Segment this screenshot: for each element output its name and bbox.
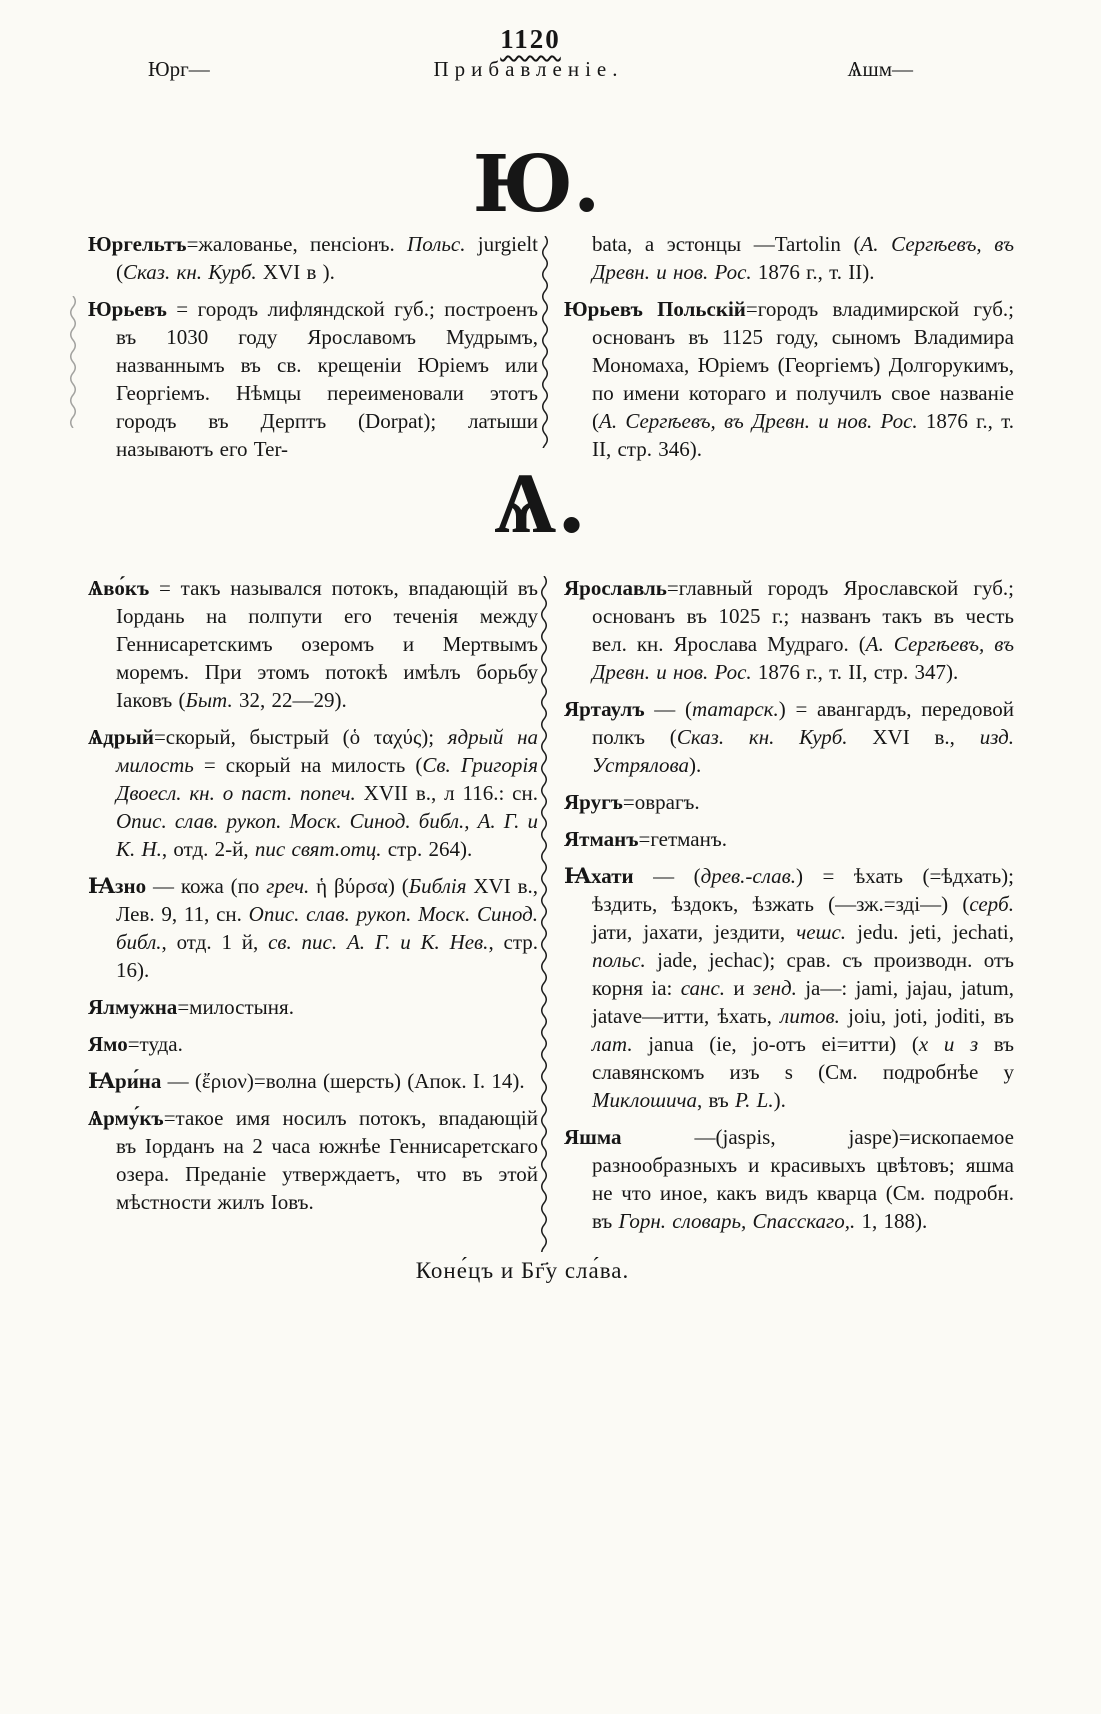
entry-text: древ.-слав. [700, 864, 797, 888]
entry-text: ja—: jami, jajau, jatum, jatave—итти, ѣхать, [592, 976, 1014, 1028]
entry-text: , въ [697, 1088, 736, 1112]
dictionary-entry [564, 862, 1014, 1114]
entry-text: ядрый на милость [116, 725, 539, 777]
entry-headword: Юргельтъ [88, 232, 187, 256]
entry-text: XVII в., л 116.: сн. [355, 781, 538, 805]
dictionary-entry [564, 230, 1014, 286]
entry-text: Быт. [185, 688, 233, 712]
column-divider-squiggle [539, 576, 549, 1252]
entry-headword: Ꙗзно [88, 874, 147, 898]
entry-text: пис свят.отц. [254, 837, 382, 861]
running-head-right: Ѧшм— [847, 57, 913, 81]
entry-headword: Ялмужна [88, 995, 178, 1019]
entry-text: греч. [266, 874, 310, 898]
entry-text: ). [773, 1088, 786, 1112]
entry-text: 1876 г., т. II, стр. 347). [751, 660, 959, 684]
dictionary-entry [88, 295, 538, 463]
section-initial-yu: Ю. [472, 139, 601, 230]
entry-text: изд. Устрялова [592, 725, 1015, 777]
dictionary-entry [88, 993, 538, 1021]
entry-text: =городъ владимирской губ.; основанъ въ 1125 году, сыномъ Владимира Мономаха, Юріемъ (Георгіемъ) Долгорукимъ, по имени котораго и получилъ свое названіе ( [592, 297, 1014, 433]
entry-text: = скорый на милость ( [193, 753, 423, 777]
margin-squiggle [68, 296, 78, 428]
running-head-center: Прибавленіе. [433, 57, 624, 81]
entry-text: = такъ назывался потокъ, впадающій въ Іордань на полпути его теченія между Геннисаретскимъ озеромъ и Мертвымъ моремъ. При этомъ потокѣ имѣлъ борьбу Іаковъ ( [116, 576, 538, 712]
entry-headword: Ятманъ [564, 827, 639, 851]
entry-text: XVI в., [847, 725, 980, 749]
entry-text: А. Сергѣевъ, въ Древн. и нов. Рос. [592, 232, 1014, 284]
entry-text: P. L. [735, 1088, 774, 1112]
dictionary-entry [88, 723, 538, 863]
column-right [564, 230, 1014, 472]
column-block-ya [88, 574, 1014, 1244]
entry-text: и [725, 976, 754, 1000]
entry-text: = городъ лифляндской губ.; построенъ въ 1030 году Ярославомъ Мудрымъ, названнымъ въ св. крещеніи Юріемъ или Георгіемъ. Нѣмцы переименовали этотъ городъ въ Дерптъ (Dorpat); латыши называютъ его Ter- [116, 297, 538, 461]
entry-headword: Ꙗхати [564, 864, 634, 888]
entry-text: — ( [644, 697, 692, 721]
column-block-yu [88, 230, 1014, 472]
entry-text: =гетманъ. [638, 827, 727, 851]
entry-headword: Яругъ [564, 790, 623, 814]
entry-text: —(jaspis, jaspe)=ископаемое разнообразныхъ и красивыхъ цвѣтовъ; яшма не что иное, какъ видъ кварца (См. подробн. въ [592, 1125, 1014, 1233]
entry-text: , отд. 2-й, [161, 837, 255, 861]
entry-headword: Ꙗри́на [88, 1069, 162, 1093]
column-divider-squiggle [540, 236, 550, 448]
entry-text: , отд. 1 й, [161, 930, 269, 954]
dictionary-entry [564, 695, 1014, 779]
entry-text: Сказ. кн. Курб. [123, 260, 257, 284]
entry-text: зенд. [753, 976, 797, 1000]
entry-text: ἡ βύρσα) ( [309, 874, 409, 898]
entry-text: bata, а эстонцы —Tartolin ( [592, 232, 861, 256]
dictionary-entry [88, 574, 538, 714]
entry-text: ) = ѣхать (=ѣдхать); ѣздить, ѣздокъ, ѣзжать (—зж.=зді—) ( [592, 864, 1014, 916]
dictionary-entry [88, 872, 538, 984]
entry-text: Польс. [407, 232, 466, 256]
entry-text: =скорый, быстрый (ὁ ταχύς); [153, 725, 448, 749]
entry-text: Миклошича [592, 1088, 698, 1112]
entry-headword: Ярославль [564, 576, 667, 600]
entry-text: ). [689, 753, 702, 777]
entry-text: А. Сергѣевъ, въ Древн. и нов. Рос. [592, 632, 1015, 684]
entry-text: 1876 г., т. II). [751, 260, 875, 284]
entry-text: 32, 22—29). [232, 688, 347, 712]
entry-text: санс. [680, 976, 726, 1000]
colophon: Коне́цъ и Бг҃у сла́ва. [415, 1258, 630, 1283]
entry-text: татарск. [692, 697, 779, 721]
entry-text: лат. [592, 1032, 633, 1056]
entry-text: 1, 188). [855, 1209, 928, 1233]
entry-headword: Яшма [564, 1125, 622, 1149]
entry-text: janua (ie, jo-отъ ei=итти) ( [632, 1032, 919, 1056]
entry-text: серб. [969, 892, 1014, 916]
entry-text: — (ἔριον)=волна (шерсть) (Апок. I. 14). [161, 1069, 525, 1093]
entry-text: Св. Григорія Двоесл. кн. о паст. попеч. [116, 753, 538, 805]
entry-text: Библія [408, 874, 467, 898]
entry-text: литов. [780, 1004, 840, 1028]
page-number: 1120 [500, 24, 561, 54]
entry-text: польс. [592, 948, 646, 972]
entry-text: , стр. 16). [116, 930, 539, 982]
entry-headword: Яртаулъ [564, 697, 645, 721]
entry-text: =милостыня. [177, 995, 294, 1019]
entry-headword: Ѧдрый [88, 725, 154, 749]
dictionary-entry [88, 1030, 538, 1058]
column-right [564, 574, 1014, 1244]
entry-text: Опис. слав. рукоп. Моск. Синод. библ., А. Г. и К. Н. [116, 809, 538, 861]
dictionary-entry [564, 295, 1014, 463]
dictionary-entry [564, 574, 1014, 686]
entry-text: Опис. слав. рукоп. Моск. Синод. библ. [116, 902, 538, 954]
entry-headword: Ѧрму́къ [88, 1106, 164, 1130]
dictionary-entry [88, 1067, 538, 1095]
entry-text: св. пис. А. Г. и К. Нев. [268, 930, 489, 954]
entry-text: =такое имя носилъ потокъ, впадающій въ Іорданъ на 2 часа южнѣе Геннисаретскаго озера. Преданіе утверждаетъ, что въ этой мѣстности жилъ Іовъ. [116, 1106, 538, 1214]
entry-text: — ( [633, 864, 701, 888]
entry-text: jade, jechac); срав. съ производн. отъ корня ia: [592, 948, 1014, 1000]
entry-text: чешс. [796, 920, 847, 944]
dictionary-entry [564, 1123, 1014, 1235]
entry-text: А. Сергѣевъ, въ Древн. и нов. Рос. [599, 409, 918, 433]
entry-text: х и з [918, 1032, 979, 1056]
entry-text: Горн. словарь, Спасскаго,. [618, 1209, 856, 1233]
entry-text: =туда. [127, 1032, 183, 1056]
entry-text: XVI в ). [256, 260, 335, 284]
dictionary-entry [88, 230, 538, 286]
entry-text: jedu. jeti, jechati, [846, 920, 1014, 944]
entry-text: јати, јахати, јездити, [592, 920, 797, 944]
entry-text: 1876 г., т. II, стр. 346). [592, 409, 1015, 461]
entry-headword: Юрьевъ [88, 297, 167, 321]
entry-text: — кожа (по [146, 874, 267, 898]
entry-text: =жалованье, пенсіонъ. [186, 232, 408, 256]
column-left [88, 230, 538, 472]
entry-text: въ славянскомъ изъ s (См. подробнѣе у [592, 1032, 1014, 1084]
entry-text: jurgielt ( [116, 232, 539, 284]
entry-text: стр. 264). [381, 837, 473, 861]
entry-headword: Ямо [88, 1032, 128, 1056]
entry-headword: Юрьевъ Польскій [564, 297, 746, 321]
entry-text: joiu, joti, joditi, въ [839, 1004, 1014, 1028]
running-head-left: Юрг— [148, 57, 210, 81]
entry-text: XVI в., Лев. 9, 11, сн. [116, 874, 538, 926]
entry-text: =главный городъ Ярославской губ.; основанъ въ 1025 г.; названъ такъ въ честь вел. кн. Ярослава Мудраго. ( [592, 576, 1014, 656]
column-left [88, 574, 538, 1244]
entry-text: =оврагъ. [622, 790, 700, 814]
dictionary-entry [564, 825, 1014, 853]
entry-headword: Ѧво́къ [88, 576, 150, 600]
entry-text: Сказ. кн. Курб. [676, 725, 848, 749]
entry-text: ) = авангардъ, передовой полкъ ( [592, 697, 1014, 749]
dictionary-entry [564, 788, 1014, 816]
dictionary-entry [88, 1104, 538, 1216]
section-initial-ya: Ѧ. [494, 452, 587, 553]
